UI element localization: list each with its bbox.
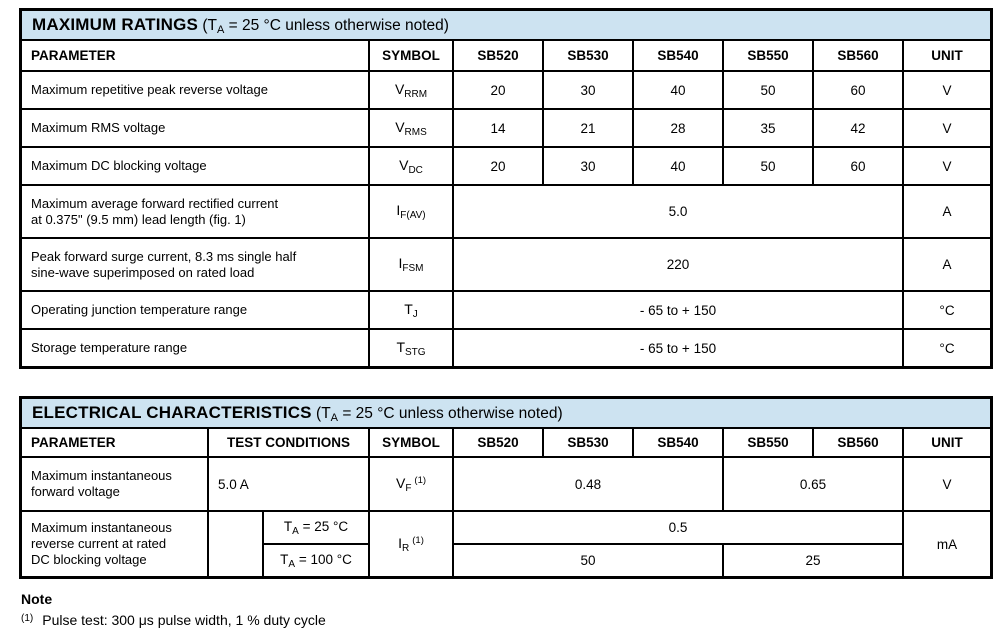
value-cell-sb550: 35 bbox=[723, 109, 813, 147]
unit-cell: V bbox=[903, 109, 990, 147]
table-row-vdc bbox=[22, 147, 990, 185]
value-cell-100c-sb550-560: 25 bbox=[723, 544, 903, 576]
maximum-ratings-table bbox=[22, 41, 990, 366]
section-title: ELECTRICAL CHARACTERISTICS bbox=[32, 403, 312, 422]
table-row-ifav bbox=[22, 185, 990, 238]
unit-cell: V bbox=[903, 457, 990, 511]
note-text: Pulse test: 300 μs pulse width, 1 % duty cycle bbox=[42, 612, 326, 628]
table-row-vrrm bbox=[22, 71, 990, 109]
unit-cell: °C bbox=[903, 329, 990, 366]
col-header-unit: UNIT bbox=[903, 429, 990, 457]
value-cell-sb520: 14 bbox=[453, 109, 543, 147]
parameter-cell: Maximum instantaneous forward voltage bbox=[22, 457, 208, 511]
parameter-cell: Storage temperature range bbox=[22, 329, 369, 366]
col-header-unit: UNIT bbox=[903, 41, 990, 71]
note-section bbox=[19, 591, 993, 628]
value-cell-sb550-560: 0.65 bbox=[723, 457, 903, 511]
col-header-parameter: PARAMETER bbox=[22, 429, 208, 457]
footnote-ref: (1) bbox=[412, 534, 424, 546]
parameter-cell: Maximum average forward rectified current at 0.375" (9.5 mm) lead length (fig. 1) bbox=[22, 185, 369, 238]
value-cell-sb530: 30 bbox=[543, 71, 633, 109]
symbol-cell: $I_R^{(1)}$ bbox=[369, 511, 453, 576]
electrical-characteristics-section bbox=[19, 396, 993, 579]
value-cell-sb560: 42 bbox=[813, 109, 903, 147]
section-title: MAXIMUM RATINGS bbox=[32, 15, 199, 34]
unit-cell: °C bbox=[903, 291, 990, 329]
test-condition-cell-25c: $T_A = 25$ °C bbox=[263, 511, 369, 544]
electrical-characteristics-titlebar bbox=[22, 399, 990, 429]
test-condition-empty-cell bbox=[208, 511, 263, 576]
section-condition: (TA = 25 °C unless otherwise noted) bbox=[311, 405, 563, 424]
col-header-sb550: SB550 bbox=[723, 429, 813, 457]
note-label: Note bbox=[21, 591, 53, 607]
col-header-symbol: SYMBOL bbox=[369, 41, 453, 71]
symbol-cell: $V_{DC}$ bbox=[369, 147, 453, 185]
unit-cell: mA bbox=[903, 511, 990, 576]
col-header-sb520: SB520 bbox=[453, 429, 543, 457]
test-condition-cell: 5.0 A bbox=[208, 457, 369, 511]
subscript-A: A bbox=[330, 412, 339, 424]
col-header-sb530: SB530 bbox=[543, 429, 633, 457]
col-header-sb560: SB560 bbox=[813, 429, 903, 457]
value-cell-sb550: 50 bbox=[723, 147, 813, 185]
col-header-test-conditions: TEST CONDITIONS bbox=[208, 429, 369, 457]
col-header-sb560: SB560 bbox=[813, 41, 903, 71]
value-cell-sb530: 30 bbox=[543, 147, 633, 185]
symbol-cell: $V_{RMS}$ bbox=[369, 109, 453, 147]
electrical-characteristics-table bbox=[22, 429, 990, 576]
symbol-cell: $T_J$ bbox=[369, 291, 453, 329]
value-span-cell: 220 bbox=[453, 238, 903, 291]
value-span-cell: 5.0 bbox=[453, 185, 903, 238]
value-cell-sb540: 40 bbox=[633, 147, 723, 185]
table-row-vrms bbox=[22, 109, 990, 147]
parameter-cell: Maximum instantaneous reverse current at rated DC blocking voltage bbox=[22, 511, 208, 576]
subscript-A: A bbox=[217, 24, 225, 36]
table-row-tstg bbox=[22, 329, 990, 366]
parameter-cell: Peak forward surge current, 8.3 ms single half sine-wave superimposed on rated load bbox=[22, 238, 369, 291]
value-span-cell: - 65 to + 150 bbox=[453, 329, 903, 366]
table-row-tj bbox=[22, 291, 990, 329]
value-cell-sb540: 40 bbox=[633, 71, 723, 109]
col-header-sb520: SB520 bbox=[453, 41, 543, 71]
value-cell-sb550: 50 bbox=[723, 71, 813, 109]
col-header-sb540: SB540 bbox=[633, 429, 723, 457]
value-cell-sb520-540: 0.48 bbox=[453, 457, 723, 511]
col-header-sb550: SB550 bbox=[723, 41, 813, 71]
symbol-cell: $T_{STG}$ bbox=[369, 329, 453, 366]
symbol-cell: $V_{RRM}$ bbox=[369, 71, 453, 109]
header-row bbox=[22, 41, 990, 71]
unit-cell: V bbox=[903, 147, 990, 185]
symbol-cell: $I_{F(AV)}$ bbox=[369, 185, 453, 238]
col-header-sb530: SB530 bbox=[543, 41, 633, 71]
value-span-cell: - 65 to + 150 bbox=[453, 291, 903, 329]
value-cell-sb540: 28 bbox=[633, 109, 723, 147]
footnote-ref: (1) bbox=[414, 474, 427, 486]
value-cell-sb530: 21 bbox=[543, 109, 633, 147]
value-cell-25c-all: 0.5 bbox=[453, 511, 903, 544]
unit-cell: A bbox=[903, 185, 990, 238]
col-header-sb540: SB540 bbox=[633, 41, 723, 71]
unit-cell: A bbox=[903, 238, 990, 291]
note-line bbox=[21, 612, 993, 628]
col-header-parameter: PARAMETER bbox=[22, 41, 369, 71]
col-header-symbol: SYMBOL bbox=[369, 429, 453, 457]
parameter-cell: Operating junction temperature range bbox=[22, 291, 369, 329]
value-cell-sb560: 60 bbox=[813, 71, 903, 109]
maximum-ratings-titlebar bbox=[22, 11, 990, 41]
parameter-cell: Maximum DC blocking voltage bbox=[22, 147, 369, 185]
value-cell-sb520: 20 bbox=[453, 147, 543, 185]
value-cell-sb560: 60 bbox=[813, 147, 903, 185]
test-condition-cell-100c: $T_A = 100$ °C bbox=[263, 544, 369, 576]
parameter-cell: Maximum RMS voltage bbox=[22, 109, 369, 147]
maximum-ratings-section bbox=[19, 8, 993, 369]
table-row-vf bbox=[22, 457, 990, 511]
section-condition: (TA = 25 °C unless otherwise noted) bbox=[198, 17, 449, 36]
symbol-cell: $V_F^{(1)}$ bbox=[369, 457, 453, 511]
symbol-cell: $I_{FSM}$ bbox=[369, 238, 453, 291]
table-row-ir-25c bbox=[22, 511, 990, 544]
value-cell-sb520: 20 bbox=[453, 71, 543, 109]
table-row-ifsm bbox=[22, 238, 990, 291]
unit-cell: V bbox=[903, 71, 990, 109]
footnote-marker: (1) bbox=[21, 613, 34, 624]
header-row bbox=[22, 429, 990, 457]
parameter-cell: Maximum repetitive peak reverse voltage bbox=[22, 71, 369, 109]
value-cell-100c-sb520-540: 50 bbox=[453, 544, 723, 576]
